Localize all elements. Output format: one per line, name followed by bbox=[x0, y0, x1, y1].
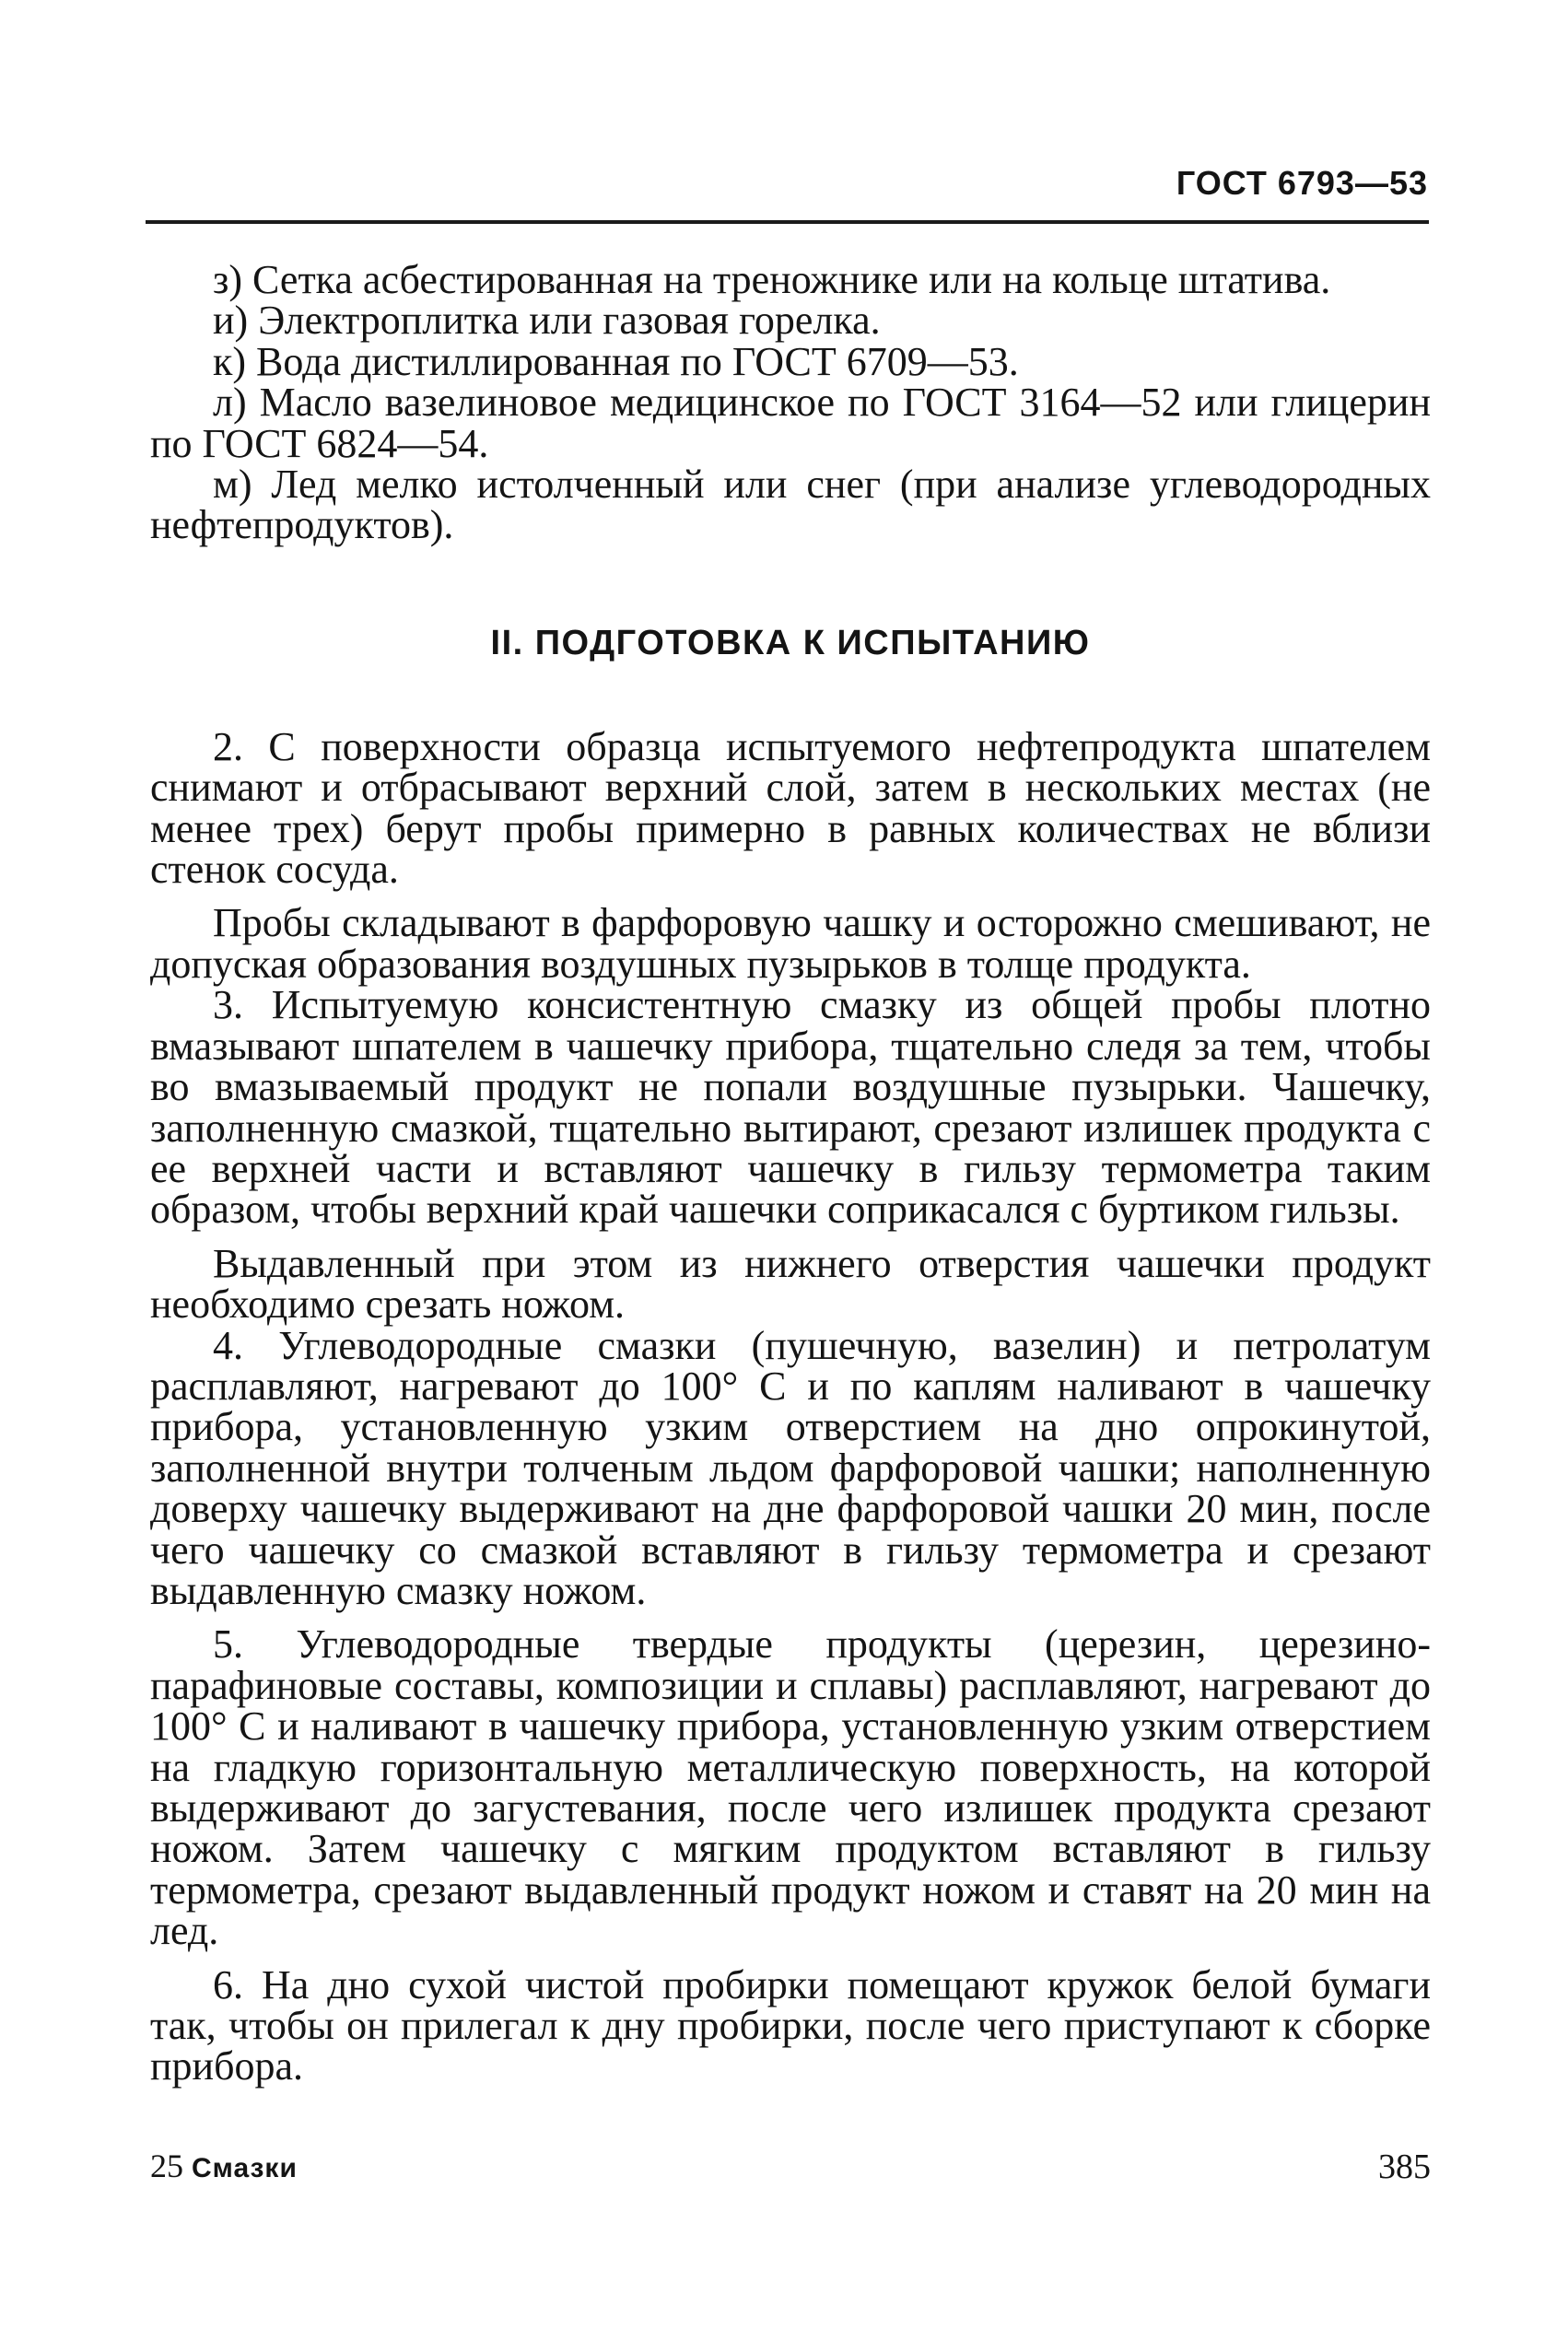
paragraph-5: 5. Углеводородные твердые продукты (церезин, церезино-парафиновые составы, композиции и сплавы) расплавляют, нагревают до 100° С и наливают в чашечку прибора, установленную узким отверстием на гладкую горизонтальную металлическую поверхность, на которой выдерживают до загустевания, после чего излишек продукта срезают ножом. Затем чашечку с мягким продуктом вставляют в гильзу термометра, срезают выдавленный продукт ножом и ставят на 20 мин на лед. bbox=[150, 1621, 1431, 1954]
paragraph-4: 4. Углеводородные смазки (пушечную, вазелин) и петролатум расплавляют, нагревают до 100° С и по каплям наливают в чашечку прибора, установленную узким отверстием на дно опрокинутой, заполненной внутри толченым льдом фарфоровой чашки; наполненную доверху чашечку выдерживают на дне фарфоровой чашки 20 мин, после чего чашечку со смазкой вставляют в гильзу термометра и срезают выдавленную смазку ножом. bbox=[150, 1322, 1431, 1613]
list-item-k: к) Вода дистиллированная по ГОСТ 6709—53. bbox=[213, 338, 1019, 384]
signature-label: Смазки bbox=[192, 2153, 298, 2183]
paragraph-6: 6. На дно сухой чистой пробирки помещают кружок белой бумаги так, чтобы он прилегал к дну пробирки, после чего приступают к сборке прибора. bbox=[150, 1961, 1431, 2089]
list-item-i: и) Электроплитка или газовая горелка. bbox=[213, 298, 881, 344]
page-footer bbox=[150, 2147, 1431, 2191]
list-item-z: з) Сетка асбестированная на треножнике или на кольце штатива. bbox=[213, 257, 1331, 302]
body-text bbox=[150, 257, 1431, 2089]
list-item-l: л) Масло вазелиновое медицинское по ГОСТ 3164—52 или глицерин по ГОСТ 6824—54. bbox=[150, 380, 1431, 466]
signature-mark bbox=[150, 2147, 298, 2185]
header-rule bbox=[146, 220, 1429, 224]
paragraph-3: 3. Испытуемую консистентную смазку из общей пробы плотно вмазывают шпателем в чашечку прибора, тщательно следя за тем, чтобы во вмазываемый продукт не попали воздушные пузырьки. Чашечку, заполненную смазкой, тщательно вытирают, срезают излишек продукта с ее верхней части и вставляют чашечку в гильзу термометра таким образом, чтобы верхний край чашечки соприкасался с буртиком гильзы. bbox=[150, 982, 1431, 1233]
paragraph-2: 2. С поверхности образца испытуемого нефтепродукта шпателем снимают и отбрасывают верхний слой, затем в нескольких местах (не менее трех) берут пробы примерно в равных количествах не вблизи стенок сосуда. bbox=[150, 723, 1431, 893]
paragraph-3-cont: Выдавленный при этом из нижнего отверстия чашечки продукт необходимо срезать ножом. bbox=[150, 1240, 1431, 1328]
standard-code: ГОСТ 6793—53 bbox=[1176, 164, 1428, 202]
section-title: II. ПОДГОТОВКА К ИСПЫТАНИЮ bbox=[490, 623, 1091, 662]
paragraph-2-cont: Пробы складывают в фарфоровую чашку и осторожно смешивают, не допуская образования воздушных пузырьков в толще продукта. bbox=[150, 900, 1431, 987]
list-item-m: м) Лед мелко истолченный или снег (при анализе углеводородных нефтепродуктов). bbox=[150, 462, 1431, 548]
signature-number: 25 bbox=[150, 2148, 183, 2184]
page-number: 385 bbox=[1378, 2148, 1431, 2186]
